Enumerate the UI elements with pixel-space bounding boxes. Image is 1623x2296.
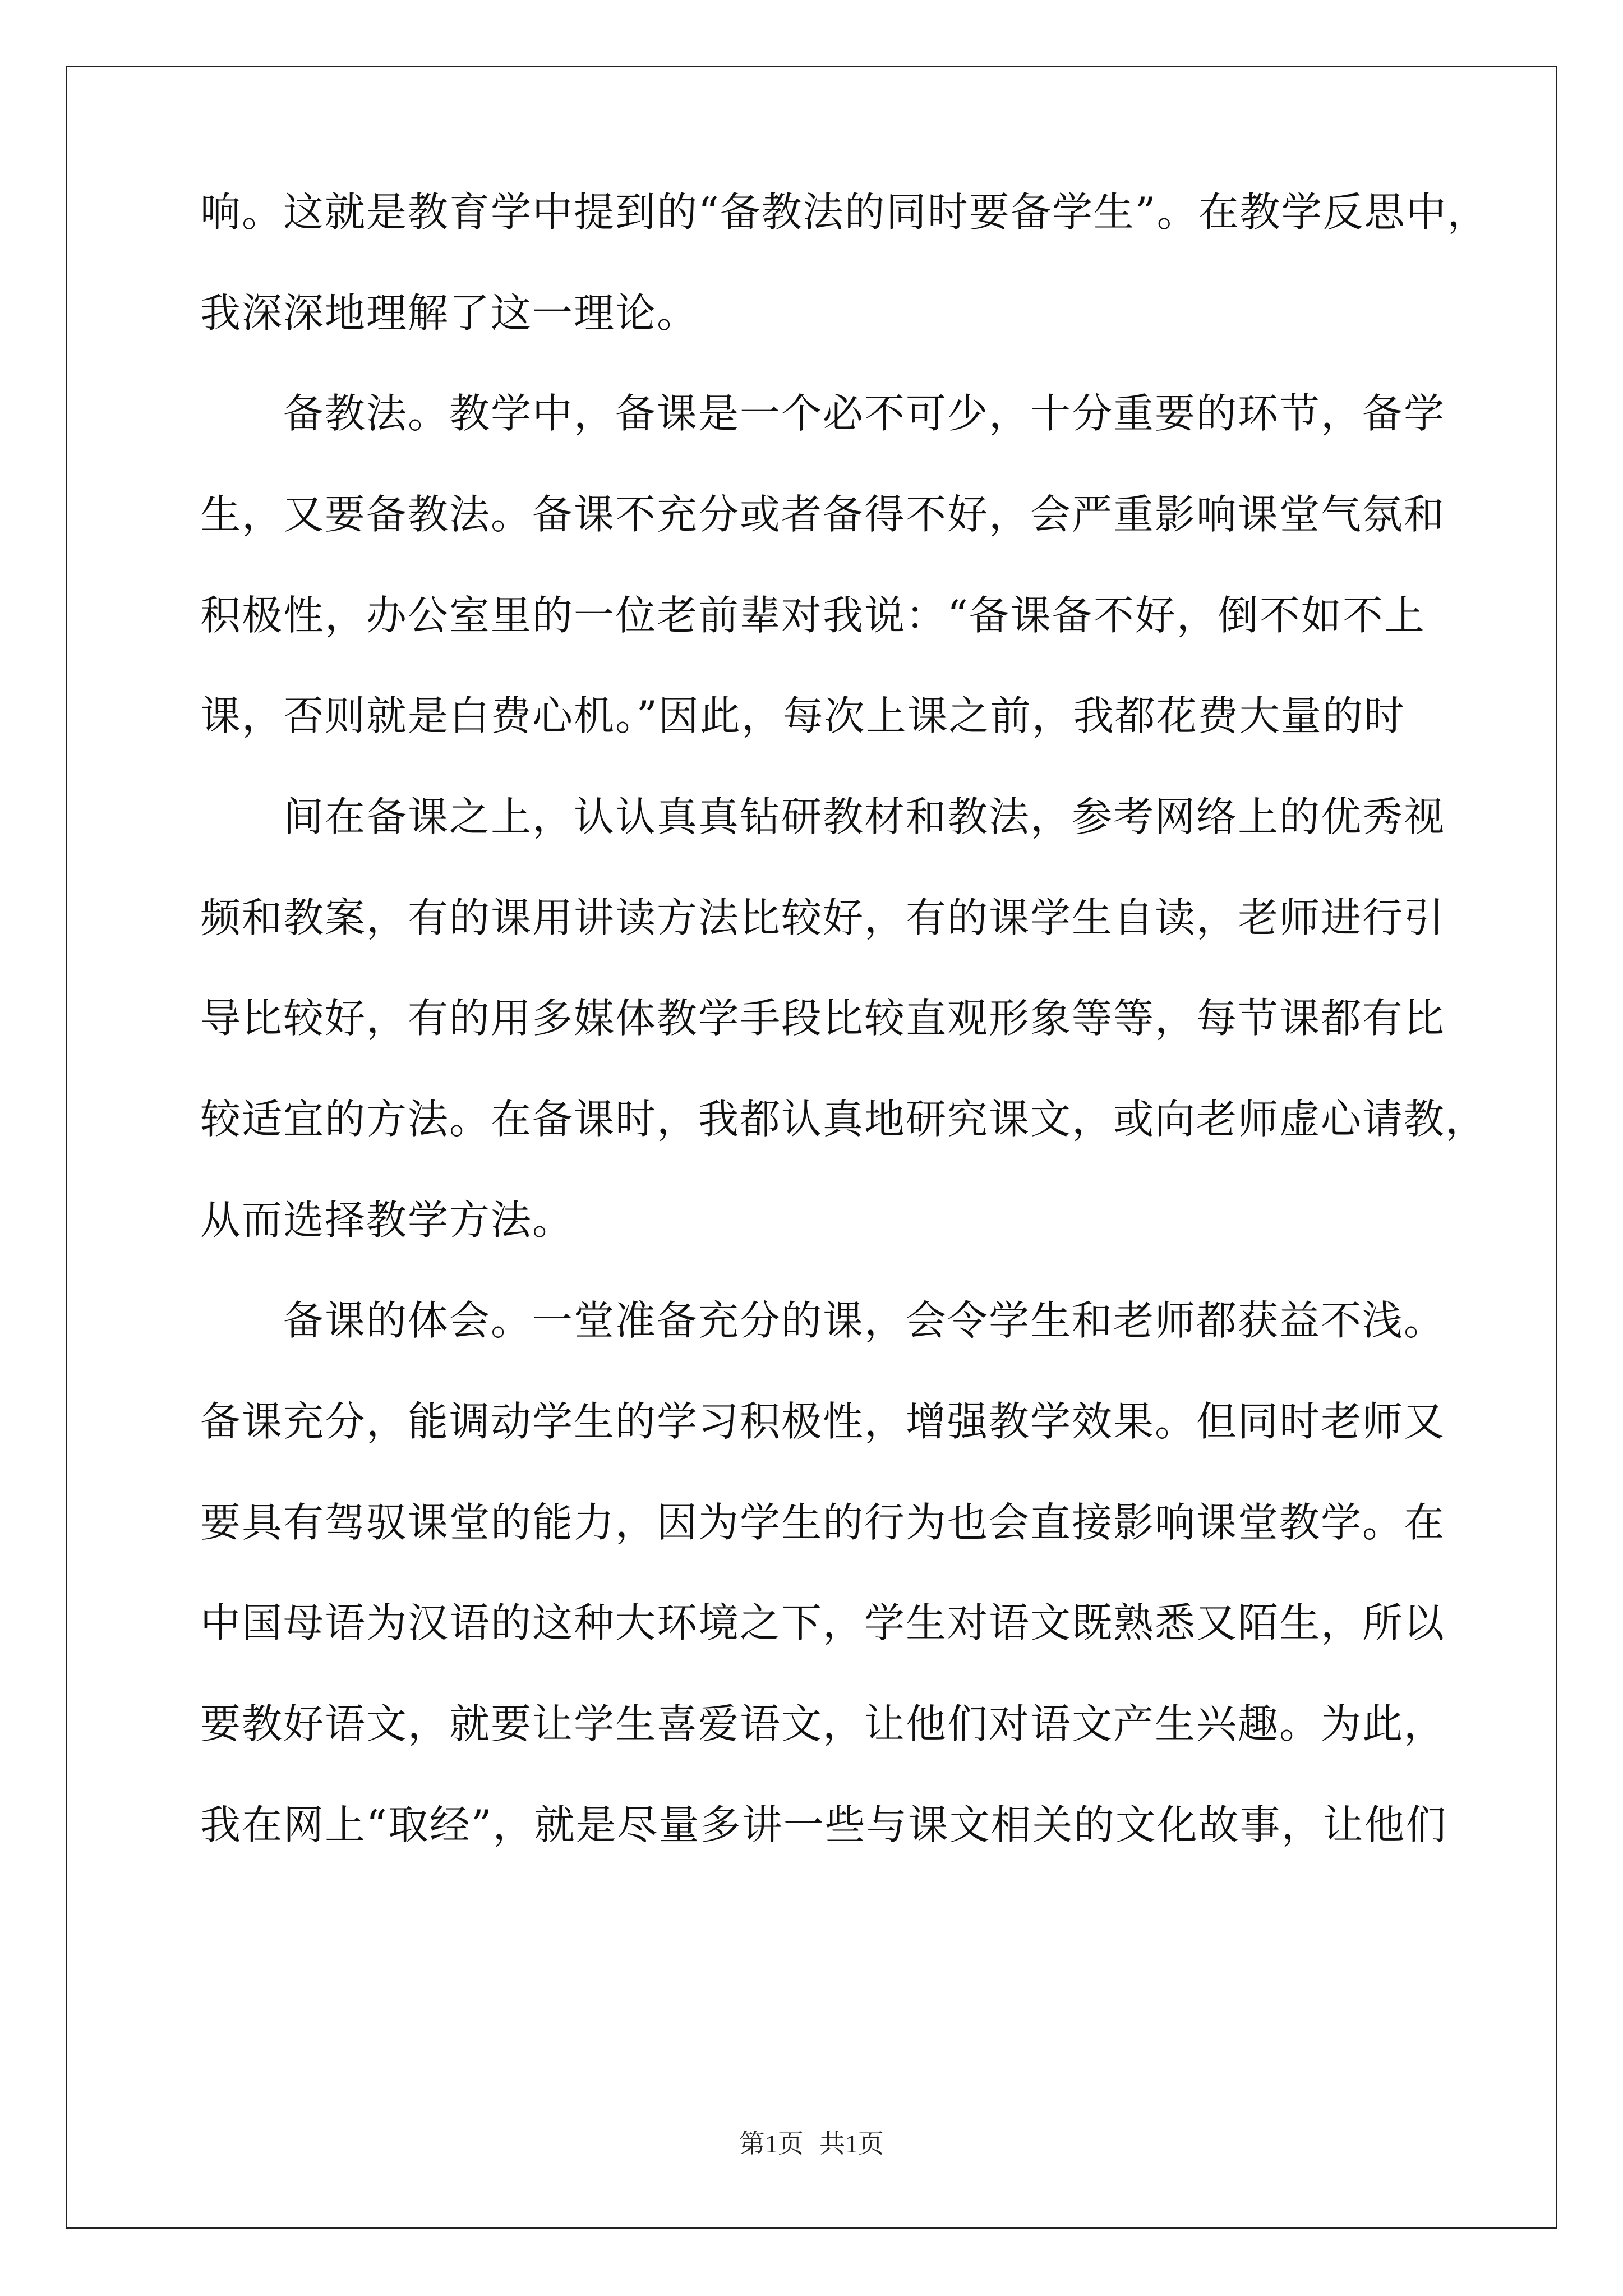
text-line: 较适宜的方法。在备课时，我都认真地研究课文，或向老师虚心请教， [200,1096,1487,1143]
text-line: 生，又要备教法。备课不充分或者备得不好，会严重影响课堂气氛和 [200,491,1446,538]
page-footer [0,2127,1623,2161]
text-line: 中国母语为汉语的这种大环境之下，学生对语文既熟悉又陌生，所以 [200,1599,1446,1646]
page-number: 第1页 [739,2129,804,2158]
text-line: 频和教案，有的课用讲读方法比较好，有的课学生自读，老师进行引 [200,894,1446,941]
text-line: 我深深地理解了这一理论。 [200,289,699,337]
paragraph-start-line: 备课的体会。一堂准备充分的课，会令学生和老师都获益不浅。 [283,1297,1446,1344]
text-line: 从而选择教学方法。 [200,1197,574,1244]
text-line: 我在网上“取经”，就是尽量多讲一些与课文相关的文化故事，让他们 [200,1801,1447,1848]
paragraph-start-line: 备教法。教学中，备课是一个必不可少，十分重要的环节，备学 [283,390,1446,437]
text-line: 备课充分，能调动学生的学习积极性，增强教学效果。但同时老师又 [200,1398,1446,1445]
text-line: 积极性，办公室里的一位老前辈对我说：“备课备不好，倒不如不上 [200,592,1426,639]
text-line: 要教好语文，就要让学生喜爱语文，让他们对语文产生兴趣。为此， [200,1700,1446,1747]
paragraph-start-line: 间在备课之上，认认真真钻研教材和教法，参考网络上的优秀视 [283,793,1446,840]
text-line: 导比较好，有的用多媒体教学手段比较直观形象等等，每节课都有比 [200,995,1446,1042]
page-total: 共1页 [819,2129,884,2158]
text-line: 要具有驾驭课堂的能力，因为学生的行为也会直接影响课堂教学。在 [200,1499,1446,1546]
text-line: 响。这就是教育学中提到的“备教法的同时要备学生”。在教学反思中， [200,188,1489,236]
text-line: 课，否则就是白费心机。”因此，每次上课之前，我都花费大量的时 [200,692,1405,739]
